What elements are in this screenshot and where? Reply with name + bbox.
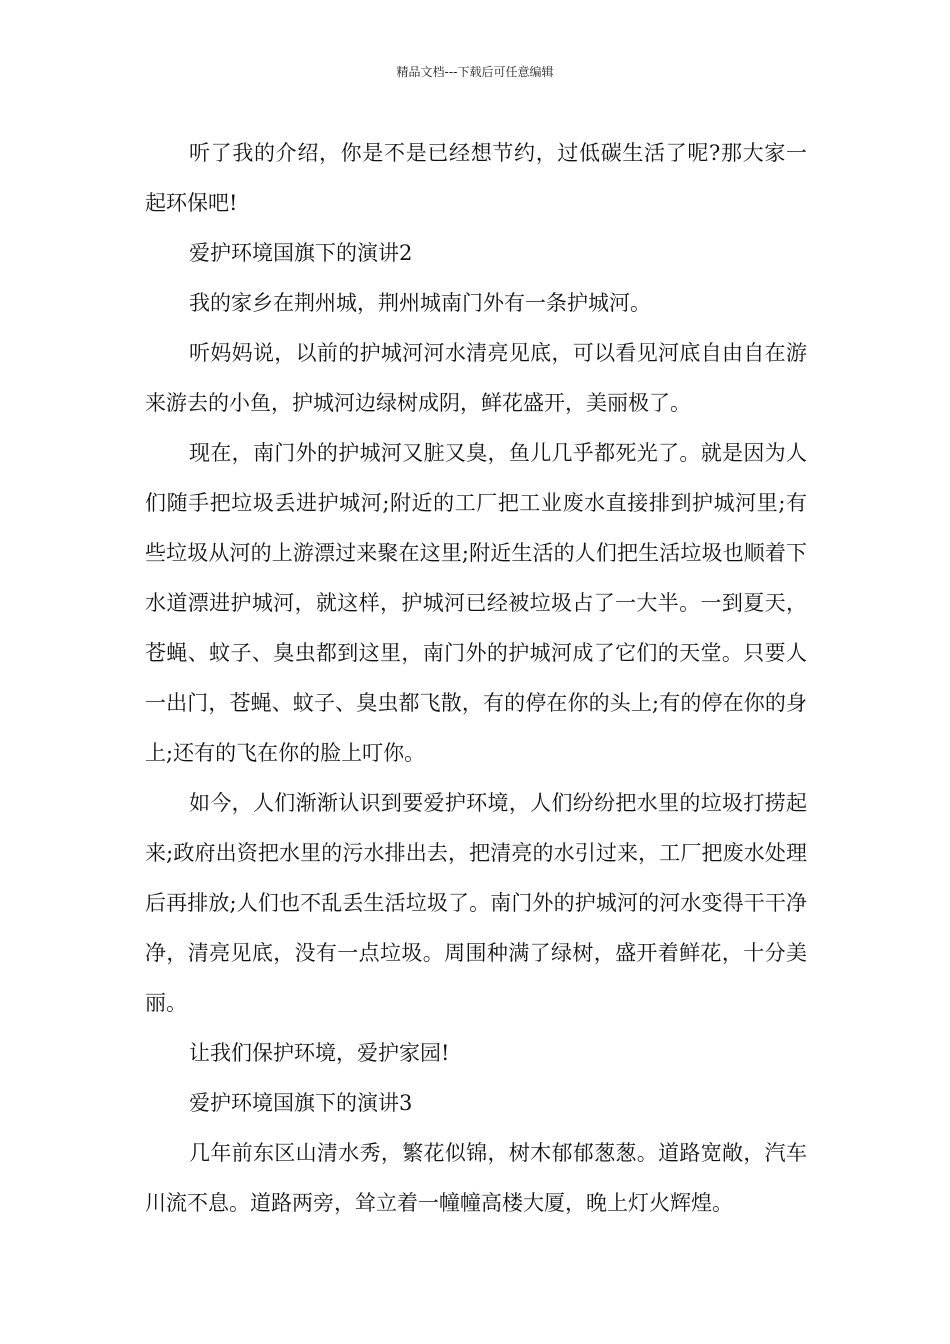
paragraph-4: 现在，南门外的护城河又脏又臭，鱼儿几乎都死光了。就是因为人们随手把垃圾丢进护城河;附近的工厂把工业废水直接排到护城河里;有些垃圾从河的上游漂过来聚在这里;附近生活的人们把生活垃圾也顺着下水道漂进护城河，就这样，护城河已经被垃圾占了一大半。一到夏天，苍蝇、蚊子、臭虫都到这里，南门外的护城河成了它们的天堂。只要人一出门，苍蝇、蚊子、臭虫都飞散，有的停在你的头上;有的停在你的身上;还有的飞在你的脸上叮你。 [145,441,807,765]
paragraph-7: 几年前东区山清水秀，繁花似锦，树木郁郁葱葱。道路宽敞，汽车川流不息。道路两旁，耸立着一幢幢高楼大厦，晚上灯火辉煌。 [145,1141,807,1215]
document-body [145,128,807,1228]
section-heading-2: 爱护环境国旗下的演讲2 [189,241,413,265]
paragraph-6: 让我们保护环境，爱护家园! [189,1041,450,1065]
paragraph-5: 如今，人们渐渐认识到要爱护环境，人们纷纷把水里的垃圾打捞起来;政府出资把水里的污水排出去，把清亮的水引过来，工厂把废水处理后再排放;人们也不乱丢生活垃圾了。南门外的护城河的河水变得干干净净，清亮见底，没有一点垃圾。周围种满了绿树，盛开着鲜花，十分美丽。 [145,791,807,1015]
paragraph-3: 听妈妈说，以前的护城河河水清亮见底，可以看见河底自由自在游来游去的小鱼，护城河边绿树成阴，鲜花盛开，美丽极了。 [145,341,807,415]
section-heading-3: 爱护环境国旗下的演讲3 [189,1091,413,1115]
paragraph-2: 我的家乡在荆州城，荆州城南门外有一条护城河。 [189,291,651,315]
paragraph-1: 听了我的介绍，你是不是已经想节约，过低碳生活了呢?那大家一起环保吧! [145,141,807,215]
page-header: 精品文档---下载后可任意编辑 [396,65,554,79]
